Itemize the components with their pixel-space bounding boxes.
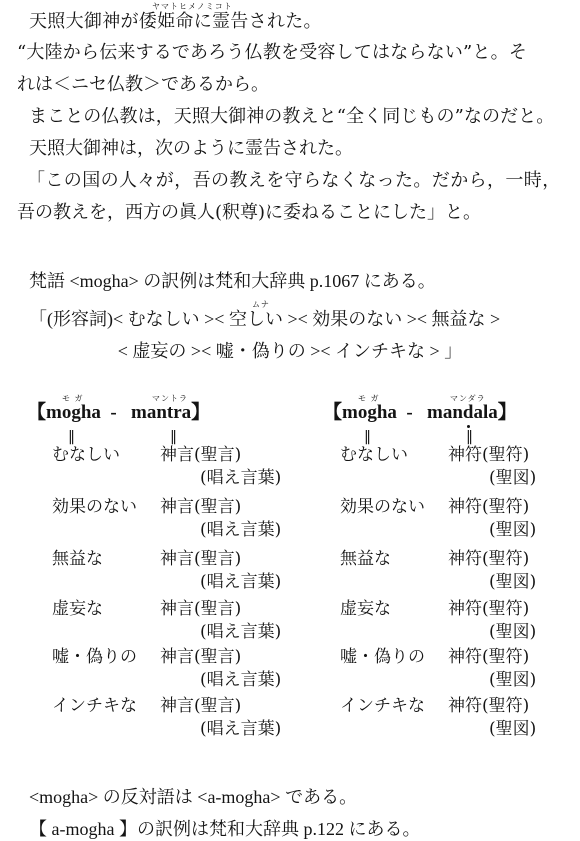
ruby-yamatohime: ヤマトヒメノミコト	[152, 2, 233, 11]
table-left-heading	[27, 402, 210, 424]
intro-line-3: れは＜ニセ仏教＞であるから。	[17, 74, 269, 95]
intro-line-7: 吾の教えを，西方の眞人(釈尊)に委ねることにした」と。	[17, 202, 482, 223]
left-row-5-sub: (唱え言葉)	[200, 670, 282, 690]
word-mandala: mandala	[427, 402, 498, 423]
footer-line-1: <mogha> の反対語は <a-mogha> である。	[29, 787, 358, 807]
word-mantra: mantra	[131, 402, 192, 423]
left-row-5-word: 嘘・偽りの	[52, 647, 137, 667]
left-row-6-sub: (唱え言葉)	[200, 719, 282, 739]
left-row-1-word: むなしい	[52, 445, 120, 465]
right-row-5-term: 神符(聖符)	[448, 647, 530, 667]
left-row-1-sub: (唱え言葉)	[200, 468, 282, 488]
bracket-close: 】	[497, 402, 517, 423]
right-row-2-sub: (聖図)	[489, 520, 537, 540]
left-row-4-sub: (唱え言葉)	[200, 622, 282, 642]
left-row-4-word: 虚妄な	[52, 599, 103, 619]
left-row-2-word: 効果のない	[52, 497, 137, 517]
left-row-2-sub: (唱え言葉)	[200, 520, 282, 540]
word-mogha: mogha	[342, 402, 397, 423]
equals-mark: ‖	[68, 429, 75, 445]
right-row-1-term: 神符(聖符)	[448, 445, 530, 465]
right-row-6-sub: (聖図)	[489, 719, 537, 739]
right-row-3-term: 神符(聖符)	[448, 549, 530, 569]
left-row-2-term: 神言(聖言)	[160, 497, 242, 517]
footer-line-2: 【 a-mogha 】の訳例は梵和大辞典 p.122 にある。	[29, 819, 421, 839]
ruby-moga-right: モ ガ	[358, 394, 380, 403]
right-row-3-word: 無益な	[340, 549, 391, 569]
equals-mark: ‖	[364, 429, 371, 445]
right-row-1-sub: (聖図)	[489, 468, 537, 488]
bracket-open: 【	[323, 402, 343, 423]
right-row-5-sub: (聖図)	[489, 670, 537, 690]
ruby-mantra: マントラ	[152, 394, 188, 403]
bracket-open: 【	[27, 402, 47, 423]
left-row-3-term: 神言(聖言)	[160, 549, 242, 569]
intro-line-1: 天照大御神が倭姫命に霊告された。	[29, 11, 322, 32]
ruby-muna: ムナ	[252, 300, 270, 309]
ruby-mandara: マンダラ	[450, 394, 486, 403]
equals-mark: ‖	[466, 429, 473, 445]
left-row-4-term: 神言(聖言)	[160, 599, 242, 619]
word-mogha: mogha	[46, 402, 101, 423]
dash: -	[406, 402, 413, 423]
left-row-6-word: インチキな	[52, 696, 137, 716]
table-right-heading	[323, 402, 517, 424]
right-row-2-word: 効果のない	[340, 497, 425, 517]
sanskrit-line-2: 「(形容詞)< むなしい >< 空しい >< 効果のない >< 無益な >	[29, 309, 501, 329]
equals-mark: ‖	[170, 429, 177, 445]
right-row-1-word: むなしい	[340, 445, 408, 465]
right-row-5-word: 嘘・偽りの	[340, 647, 425, 667]
right-row-4-sub: (聖図)	[489, 622, 537, 642]
right-row-6-term: 神符(聖符)	[448, 696, 530, 716]
left-row-3-sub: (唱え言葉)	[200, 572, 282, 592]
left-row-1-term: 神言(聖言)	[160, 445, 242, 465]
bracket-close: 】	[191, 402, 211, 423]
sanskrit-line-1: 梵語 <mogha> の訳例は梵和大辞典 p.1067 にある。	[29, 271, 436, 291]
right-row-6-word: インチキな	[340, 696, 425, 716]
left-row-3-word: 無益な	[52, 549, 103, 569]
left-row-5-term: 神言(聖言)	[160, 647, 242, 667]
intro-line-6: 「この国の人々が，吾の教えを守らなくなった。だから，一時，	[27, 170, 561, 191]
right-row-4-word: 虚妄な	[340, 599, 391, 619]
dash: -	[110, 402, 117, 423]
right-row-4-term: 神符(聖符)	[448, 599, 530, 619]
intro-line-4: まことの仏教は，天照大御神の教えと“全く同じもの”なのだと。	[29, 106, 555, 127]
right-row-2-term: 神符(聖符)	[448, 497, 530, 517]
ruby-moga-left: モ ガ	[62, 394, 84, 403]
intro-line-2: “大陸から伝来するであろう仏教を受容してはならない”と。そ	[17, 42, 528, 63]
retroflex-d: d	[462, 402, 474, 423]
intro-line-5: 天照大御神は，次のように霊告された。	[29, 138, 353, 159]
right-row-3-sub: (聖図)	[489, 572, 537, 592]
sanskrit-line-3: < 虚妄の >< 嘘・偽りの >< インチキな > 」	[117, 341, 463, 361]
left-row-6-term: 神言(聖言)	[160, 696, 242, 716]
